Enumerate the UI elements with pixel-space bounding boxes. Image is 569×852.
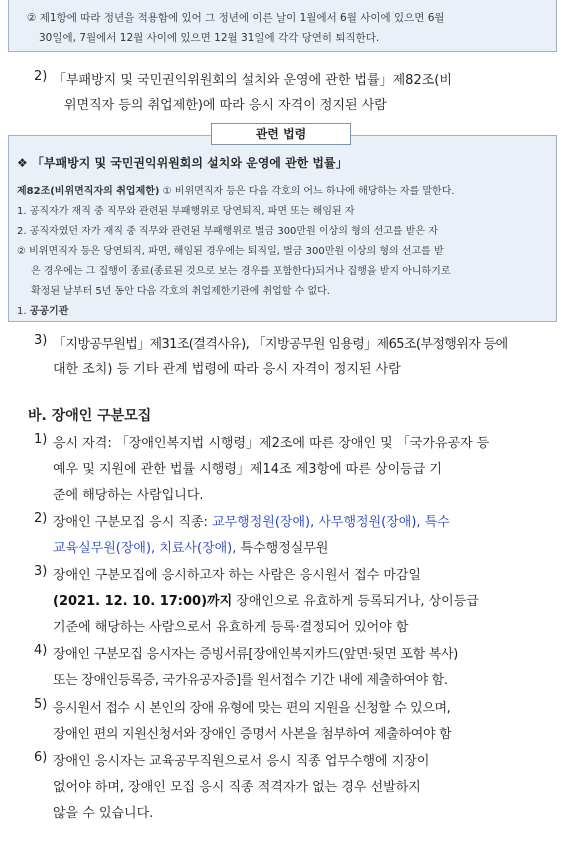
item-text: 응시원서 접수 시 본인의 장애 유형에 맞는 편의 지원을 신청할 수 있으며, <box>53 701 451 716</box>
item-text-rest: 장애인으로 유효하게 등록되거나, 상이등급 <box>232 594 479 609</box>
excerpt-line: ② 제1항에 따라 정년을 적용함에 있어 그 정년에 이른 날이 1월에서 6월 사이에 있으면 6월 <box>27 12 445 24</box>
item-suffix: 특수행정실무원 <box>236 541 329 556</box>
law-line: ② 비위면직자 등은 당연퇴직, 파면, 해임된 경우에는 퇴직일, 벌금 300만원 이상의 형의 선고를 받 <box>17 246 444 257</box>
item-text <box>53 511 450 530</box>
item-text: 대한 조치) 등 기타 관계 법령에 따라 응시 자격이 정지된 사람 <box>53 362 401 377</box>
item-text: 「부패방지 및 국민권익위원회의 설치와 운영에 관한 법률」제82조(비 <box>53 73 452 88</box>
law-heading: ❖ 「부패방지 및 국민권익위원회의 설치와 운영에 관한 법률」 <box>17 156 348 170</box>
regulation-excerpt-box <box>8 0 557 52</box>
job-types-highlight: 교육실무원(장애), 치료사(장애), <box>53 541 237 556</box>
item-text: 응시 자격: 「장애인복지법 시행령」제2조에 따른 장애인 및 「국가유공자 등 <box>53 436 490 451</box>
law-line: 1. 공직자가 재직 중 직무와 관련된 부패행위로 당연퇴직, 파면 또는 해임된 자 <box>17 206 355 217</box>
item-text: 장애인 구분모집에 응시하고자 하는 사람은 응시원서 접수 마감일 <box>53 568 421 583</box>
item-text: 장애인 편의 지원신청서와 장애인 증명서 사본을 첨부하여 제출하여야 함 <box>53 727 452 742</box>
item-text: 않을 수 있습니다. <box>53 806 154 821</box>
item-number: 1) <box>34 432 48 447</box>
related-law-box <box>8 135 557 322</box>
law-line-number: 1. <box>17 306 30 317</box>
law-article-rest: ① 비위면직자 등은 다음 각호의 어느 하나에 해당하는 자를 말한다. <box>159 186 455 197</box>
item-text: 또는 장애인등록증, 국가유공자증]를 원서접수 기간 내에 제출하여야 함. <box>53 673 448 688</box>
law-line <box>17 302 68 317</box>
item-text: 기준에 해당하는 사람으로서 유효하게 등록·결정되어 있어야 함 <box>53 620 409 635</box>
deadline-date: (2021. 12. 10. 17:00)까지 <box>53 594 233 609</box>
item-number: 3) <box>34 333 48 348</box>
law-line-bold: 공공기관 <box>29 306 69 317</box>
item-text: 예우 및 지원에 관한 법률 시행령」제14조 제3항에 따른 상이등급 기 <box>53 462 442 477</box>
item-prefix: 장애인 구분모집 응시 직종: <box>53 515 213 530</box>
excerpt-line: 30일에, 7월에서 12월 사이에 있으면 12월 31일에 각각 당연히 퇴직한다. <box>39 32 380 44</box>
item-text: 준에 해당하는 사람입니다. <box>53 488 204 503</box>
item-number: 2) <box>34 69 48 84</box>
item-text: 장애인 구분모집 응시자는 증빙서류[장애인복지카드(앞면·뒷면 포함 복사) <box>53 647 459 662</box>
section-title: 바. 장애인 구분모집 <box>28 408 152 424</box>
law-line: 확정된 날부터 5년 동안 다음 각호의 취업제한기관에 취업할 수 없다. <box>31 286 330 297</box>
law-line: 은 경우에는 그 집행이 종료(종료된 것으로 보는 경우를 포함한다)되거나 집행을 받지 아니하기로 <box>31 266 451 277</box>
item-number: 4) <box>34 643 48 658</box>
item-text: 장애인 응시자는 교육공무직원으로서 응시 직종 업무수행에 지장이 <box>53 754 430 769</box>
item-number: 6) <box>34 750 48 765</box>
job-types-highlight: 교무행정원(장애), 사무행정원(장애), 특수 <box>212 515 450 530</box>
item-number: 2) <box>34 511 48 526</box>
related-law-tab: 관련 법령 <box>211 123 351 145</box>
item-text <box>53 590 479 609</box>
law-line: 2. 공직자였던 자가 재직 중 직무와 관련된 부패행위로 벌금 300만원 이상의 형의 선고를 받은 자 <box>17 226 438 237</box>
item-number: 3) <box>34 564 48 579</box>
item-number: 5) <box>34 697 48 712</box>
item-text: 위면직자 등의 취업제한)에 따라 응시 자격이 정지된 사람 <box>64 98 387 113</box>
law-article-title: 제82조(비위면직자의 취업제한) <box>17 186 160 197</box>
item-text: 「지방공무원법」제31조(결격사유), 「지방공무원 임용령」제65조(부정행위자 등에 <box>53 337 508 352</box>
law-article-line <box>17 182 455 197</box>
item-text: 없어야 하며, 장애인 모집 응시 직종 적격자가 없는 경우 선발하지 <box>53 780 421 795</box>
item-text <box>53 537 328 556</box>
